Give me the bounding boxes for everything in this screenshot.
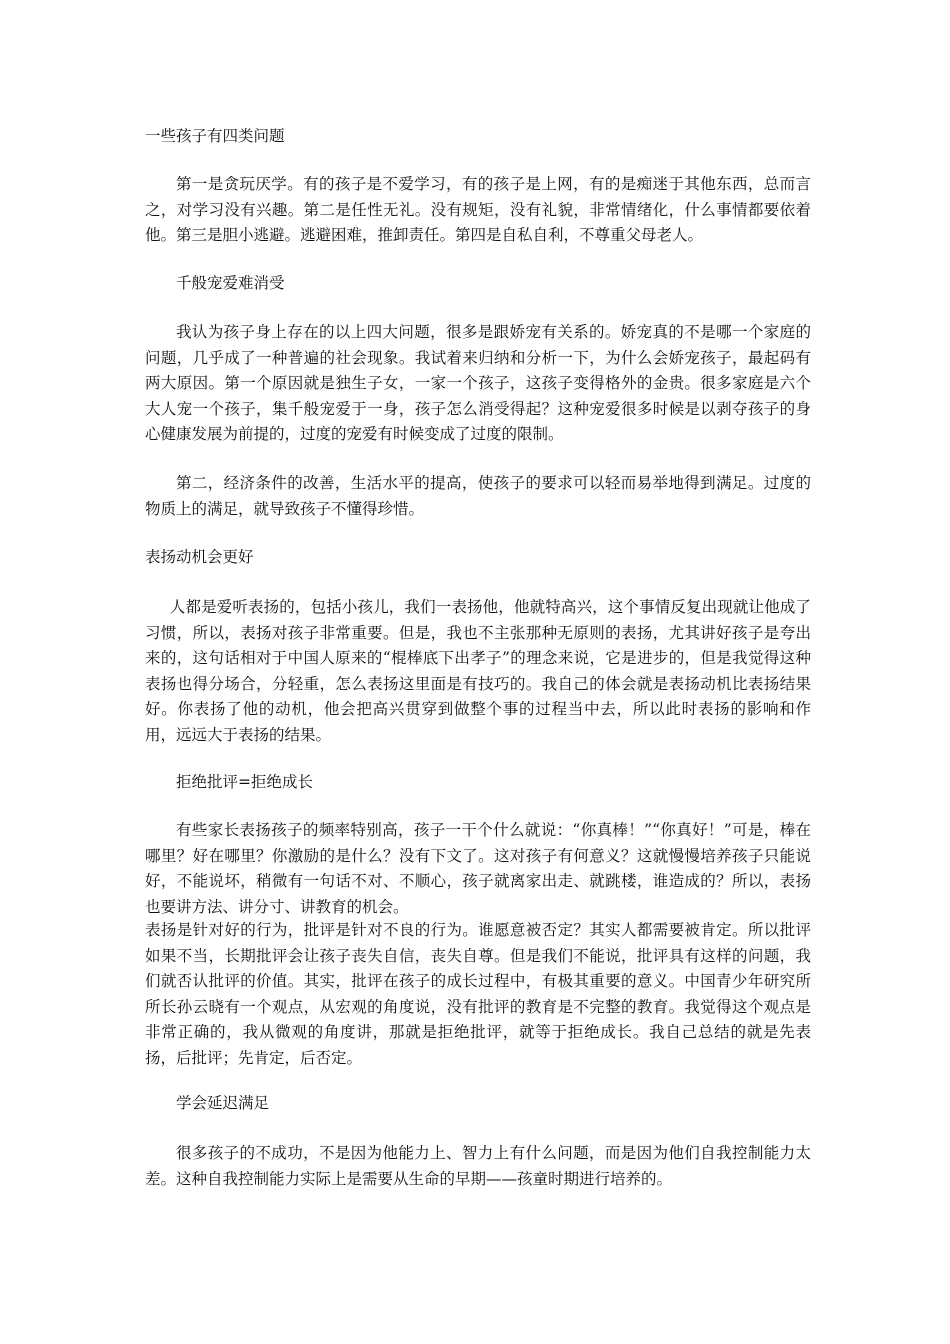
section-heading-praise-motive: 表扬动机会更好 <box>145 548 254 566</box>
paragraph-praise-motive: 人都是爱听表扬的，包括小孩儿，我们一表扬他，他就特高兴，这个事情反复出现就让他成了习惯，所以，表扬对孩子非常重要。但是，我也不主张那种无原则的表扬，尤其讲好孩子是夸出来的，这句话相对于中国人原来的“棍棒底下出孝子”的理念来说，它是进步的，但是我觉得这种表扬也得分场合，分轻重，怎么表扬这里面是有技巧的。我自己的体会就是表扬动机比表扬结果好。你表扬了他的动机，他会把高兴贯穿到做整个事的过程当中去，所以此时表扬的影响和作用，远远大于表扬的结果。 <box>145 598 811 744</box>
paragraph-praise-frequency: 有些家长表扬孩子的频率特别高，孩子一干个什么就说：“你真棒！”“你真好！”可是，棒在哪里？好在哪里？你激励的是什么？没有下文了。这对孩子有何意义？这就慢慢培养孩子只能说好，不能说坏，稍微有一句话不对、不顺心，孩子就离家出走、就跳楼，谁造成的？所以，表扬也要讲方法、讲分寸、讲教育的机会。 <box>145 821 811 916</box>
paragraph-spoiling-economy: 第二，经济条件的改善，生活水平的提高，使孩子的要求可以轻而易举地得到满足。过度的物质上的满足，就导致孩子不懂得珍惜。 <box>145 474 811 518</box>
paragraph-self-control: 很多孩子的不成功，不是因为他能力上、智力上有什么问题，而是因为他们自我控制能力太差。这种自我控制能力实际上是需要从生命的早期——孩童时期进行培养的。 <box>145 1144 811 1188</box>
section-heading-spoiling: 千般宠爱难消受 <box>176 274 285 292</box>
section-heading-criticism: 拒绝批评=拒绝成长 <box>176 773 313 791</box>
section-heading-delayed-gratification: 学会延迟满足 <box>176 1094 270 1112</box>
section-heading-four-problems: 一些孩子有四类问题 <box>145 127 285 145</box>
paragraph-four-problems: 第一是贪玩厌学。有的孩子是不爱学习，有的孩子是上网，有的是痴迷于其他东西，总而言之，对学习没有兴趣。第二是任性无礼。没有规矩，没有礼貌，非常情绪化，什么事情都要依着他。第三是胆小逃避。逃避困难，推卸责任。第四是自私自利，不尊重父母老人。 <box>145 175 811 244</box>
paragraph-criticism-value: 表扬是针对好的行为，批评是针对不良的行为。谁愿意被否定？其实人都需要被肯定。所以批评如果不当，长期批评会让孩子丧失自信，丧失自尊。但是我们不能说，批评具有这样的问题，我们就否认批评的价值。其实，批评在孩子的成长过程中，有极其重要的意义。中国青少年研究所所长孙云晓有一个观点，从宏观的角度说，没有批评的教育是不完整的教育。我觉得这个观点是非常正确的，我从微观的角度讲，那就是拒绝批评，就等于拒绝成长。我自己总结的就是先表扬，后批评；先肯定，后否定。 <box>145 921 811 1067</box>
paragraph-spoiling-causes: 我认为孩子身上存在的以上四大问题，很多是跟娇宠有关系的。娇宠真的不是哪一个家庭的问题，几乎成了一种普遍的社会现象。我试着来归纳和分析一下，为什么会娇宠孩子，最起码有两大原因。第一个原因就是独生子女，一家一个孩子，这孩子变得格外的金贵。很多家庭是六个大人宠一个孩子，集千般宠爱于一身，孩子怎么消受得起？这种宠爱很多时候是以剥夺孩子的身心健康发展为前提的，过度的宠爱有时候变成了过度的限制。 <box>145 323 811 443</box>
